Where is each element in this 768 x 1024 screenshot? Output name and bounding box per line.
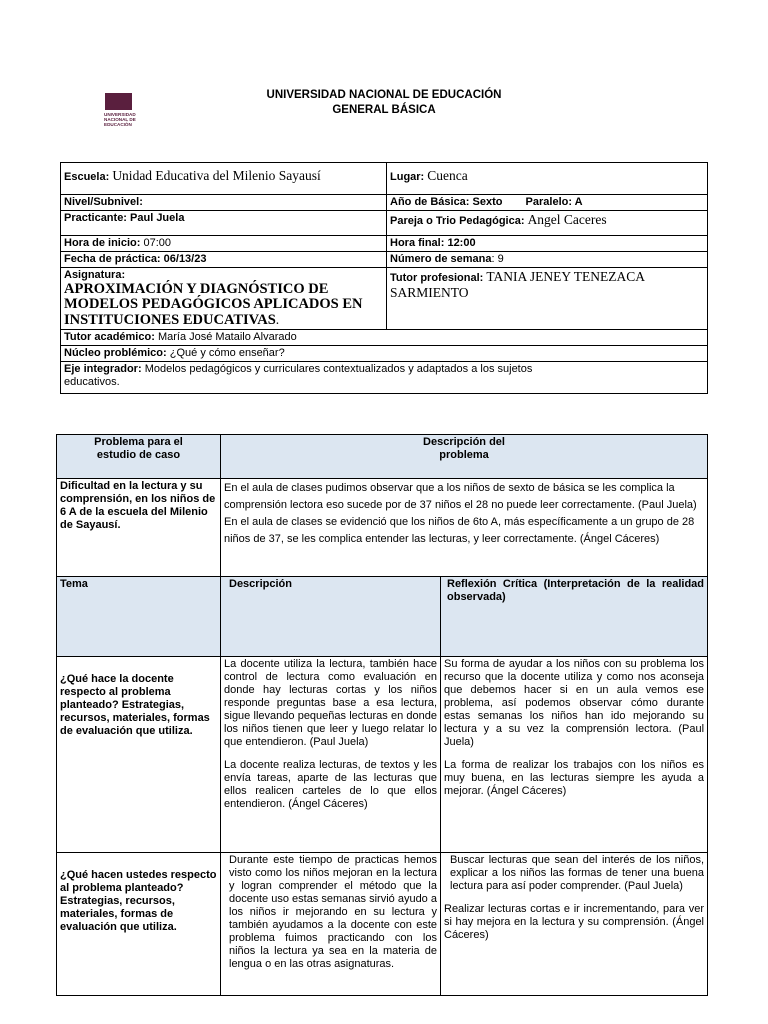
problem-text: Dificultad en la lectura y su comprensión, en los niños de 6 A de la escuela del Milenio de Sayausí. xyxy=(60,480,216,531)
semana-cell xyxy=(387,252,708,268)
lugar-value: Cuenca xyxy=(427,168,468,183)
escuela-label: Escuela: xyxy=(64,171,110,183)
q1-description-angel: La docente realiza lecturas, de textos y les envía tareas, aparte de las lecturas que ellos realicen carteles de lo que ellos entendieron. (Ángel Cáceres) xyxy=(224,759,437,810)
tema-header-text: Tema xyxy=(60,578,88,590)
practicante-cell xyxy=(61,211,387,236)
question-1-cell xyxy=(57,657,221,853)
tutor-academico-cell xyxy=(61,330,708,346)
escuela-value: Unidad Educativa del Milenio Sayausí xyxy=(112,168,321,183)
faculty-subtitle: GENERAL BÁSICA xyxy=(332,104,436,116)
paralelo-label: Paralelo: A xyxy=(525,196,583,208)
problem-description-angel: En el aula de clases se evidenció que los niños de 6to A, más específicamente a un grupo de 28 niños de 37, se les complica entender las lecturas, y leer correctamente. (Ángel Cáceres) xyxy=(224,516,695,545)
q1-reflection-paul: Su forma de ayudar a los niños con su problema los recurso que la docente utiliza y como nos aconseja que debemos hacer si en un aula vemos ese problema, así podemos observar cómo durante estas semanas los niños han ido mejorando su lectura y a su vez la comprensión lectora. (Paul Juela) xyxy=(444,658,705,748)
pareja-label: Pareja o Trio Pedagógica: xyxy=(390,215,525,227)
q1-description-paul: La docente utiliza la lectura, también hace control de lectura como evaluación en donde hay lecturas cortas y los niños responde preguntas base a esa lectura, sigue llevando pequeñas lecturas en donde los niños tienen que leer y luego relatar lo que entendieron. (Paul Juela) xyxy=(224,658,437,748)
hora-final-label: Hora final: 12:00 xyxy=(390,237,476,249)
question-2-description xyxy=(221,853,441,996)
q1-reflection-angel: La forma de realizar los trabajos con los niños es muy buena, en las lecturas siempre les ayuda a mejorar. (Ángel Cáceres) xyxy=(444,759,705,797)
nivel-label: Nivel/Subnivel: xyxy=(64,196,143,208)
eje-cell xyxy=(61,362,708,394)
question-1-reflection xyxy=(441,657,708,853)
fecha-label: Fecha de práctica: 06/13/23 xyxy=(64,253,207,265)
pareja-value: Angel Caceres xyxy=(527,212,607,227)
escuela-cell xyxy=(61,163,387,195)
hora-inicio-label: Hora de inicio: xyxy=(64,237,141,249)
tema-header xyxy=(57,577,221,657)
case-study-table xyxy=(56,434,708,996)
reflexion-header xyxy=(441,577,708,657)
asignatura-cell: Asignatura: APROXIMACIÓN Y DIAGNÓSTICO DE MODELOS PEDAGÓGICOS APLICADOS EN INSTITUCIONES EDUCATIVAS. xyxy=(61,268,387,330)
question-2-text: ¿Qué hacen ustedes respecto al problema planteado? Estrategias, recursos, materiales, formas de evaluación que utiliza. xyxy=(60,869,217,933)
lugar-cell xyxy=(387,163,708,195)
fecha-cell xyxy=(61,252,387,268)
problem-cell xyxy=(57,479,221,577)
nivel-cell xyxy=(61,195,387,211)
logo-text: UNIVERSIDAD NACIONAL DE EDUCACIÓN xyxy=(104,112,136,127)
problem-header: Problema para el estudio de caso xyxy=(57,435,221,479)
hora-inicio-value: 07:00 xyxy=(143,237,171,249)
semana-value: : 9 xyxy=(491,253,504,265)
tutor-academico-label: Tutor académico: xyxy=(64,331,155,343)
university-title: UNIVERSIDAD NACIONAL DE EDUCACIÓN xyxy=(266,89,502,101)
asignatura-label: Asignatura: xyxy=(64,269,126,281)
pareja-cell xyxy=(387,211,708,236)
anio-cell xyxy=(387,195,708,211)
question-1-text: ¿Qué hace la docente respecto al problema planteado? Estrategias, recursos, materiales, formas de evaluación que utiliza. xyxy=(60,673,210,737)
hora-inicio-cell xyxy=(61,236,387,252)
nucleo-cell xyxy=(61,346,708,362)
q2-reflection-paul: Buscar lecturas que sean del interés de los niños, explicar a los niños las formas de tener una buena lectura para así poder comprender. (Paul Juela) xyxy=(450,854,705,892)
info-table xyxy=(60,162,708,394)
tutor-profesional-cell xyxy=(387,268,708,330)
nucleo-label: Núcleo problémico: xyxy=(64,347,167,359)
problem-description-cell xyxy=(221,479,708,577)
anio-label: Año de Básica: Sexto xyxy=(390,196,503,208)
practicante-label: Practicante: Paul Juela xyxy=(64,212,185,224)
eje-value: Modelos pedagógicos y curriculares contextualizados y adaptados a los sujetos educativos. xyxy=(64,363,533,388)
problem-description-paul: En el aula de clases pudimos observar que a los niños de sexto de básica se les complica la comprensión lectora eso sucede por de 37 niños el 28 no puede leer correctamente. (Paul Juela) xyxy=(224,482,697,511)
hora-final-cell xyxy=(387,236,708,252)
tutor-profesional-label: Tutor profesional: xyxy=(390,272,484,284)
description-header: Descripción del problema xyxy=(221,435,708,479)
reflexion-header-text: Reflexión Crítica (Interpretación de la realidad observada) xyxy=(447,578,705,603)
tutor-academico-value: María José Matailo Alvarado xyxy=(157,331,297,343)
question-2-reflection xyxy=(441,853,708,996)
tutor-profesional-value: TANIA JENEY TENEZACA SARMIENTO xyxy=(390,269,645,300)
q2-reflection-angel: Realizar lecturas cortas e ir incrementando, para ver si hay mejora en la lectura y su comprensión. (Ángel Cáceres) xyxy=(444,903,705,941)
asignatura-value: APROXIMACIÓN Y DIAGNÓSTICO DE MODELOS PEDAGÓGICOS APLICADOS EN INSTITUCIONES EDUCATIVAS xyxy=(64,281,363,328)
q2-description: Durante este tiempo de practicas hemos visto como los niños mejoran en la lectura y logran comprender el método que la docente uso estas semanas sirvió ayudo a los niños ir mejorando en su lectura y también ayudamos a la docente con este problema fuimos practicando con los niños la lectura ya sea en la materia de lengua o en las otras asignaturas. xyxy=(229,854,437,970)
descripcion-header xyxy=(221,577,441,657)
question-2-cell xyxy=(57,853,221,996)
lugar-label: Lugar: xyxy=(390,171,425,183)
semana-label: Número de semana xyxy=(390,253,492,265)
nucleo-value: ¿Qué y cómo enseñar? xyxy=(169,347,285,359)
descripcion-header-text: Descripción xyxy=(229,578,292,590)
question-1-description xyxy=(221,657,441,853)
eje-label: Eje integrador: xyxy=(64,363,142,375)
